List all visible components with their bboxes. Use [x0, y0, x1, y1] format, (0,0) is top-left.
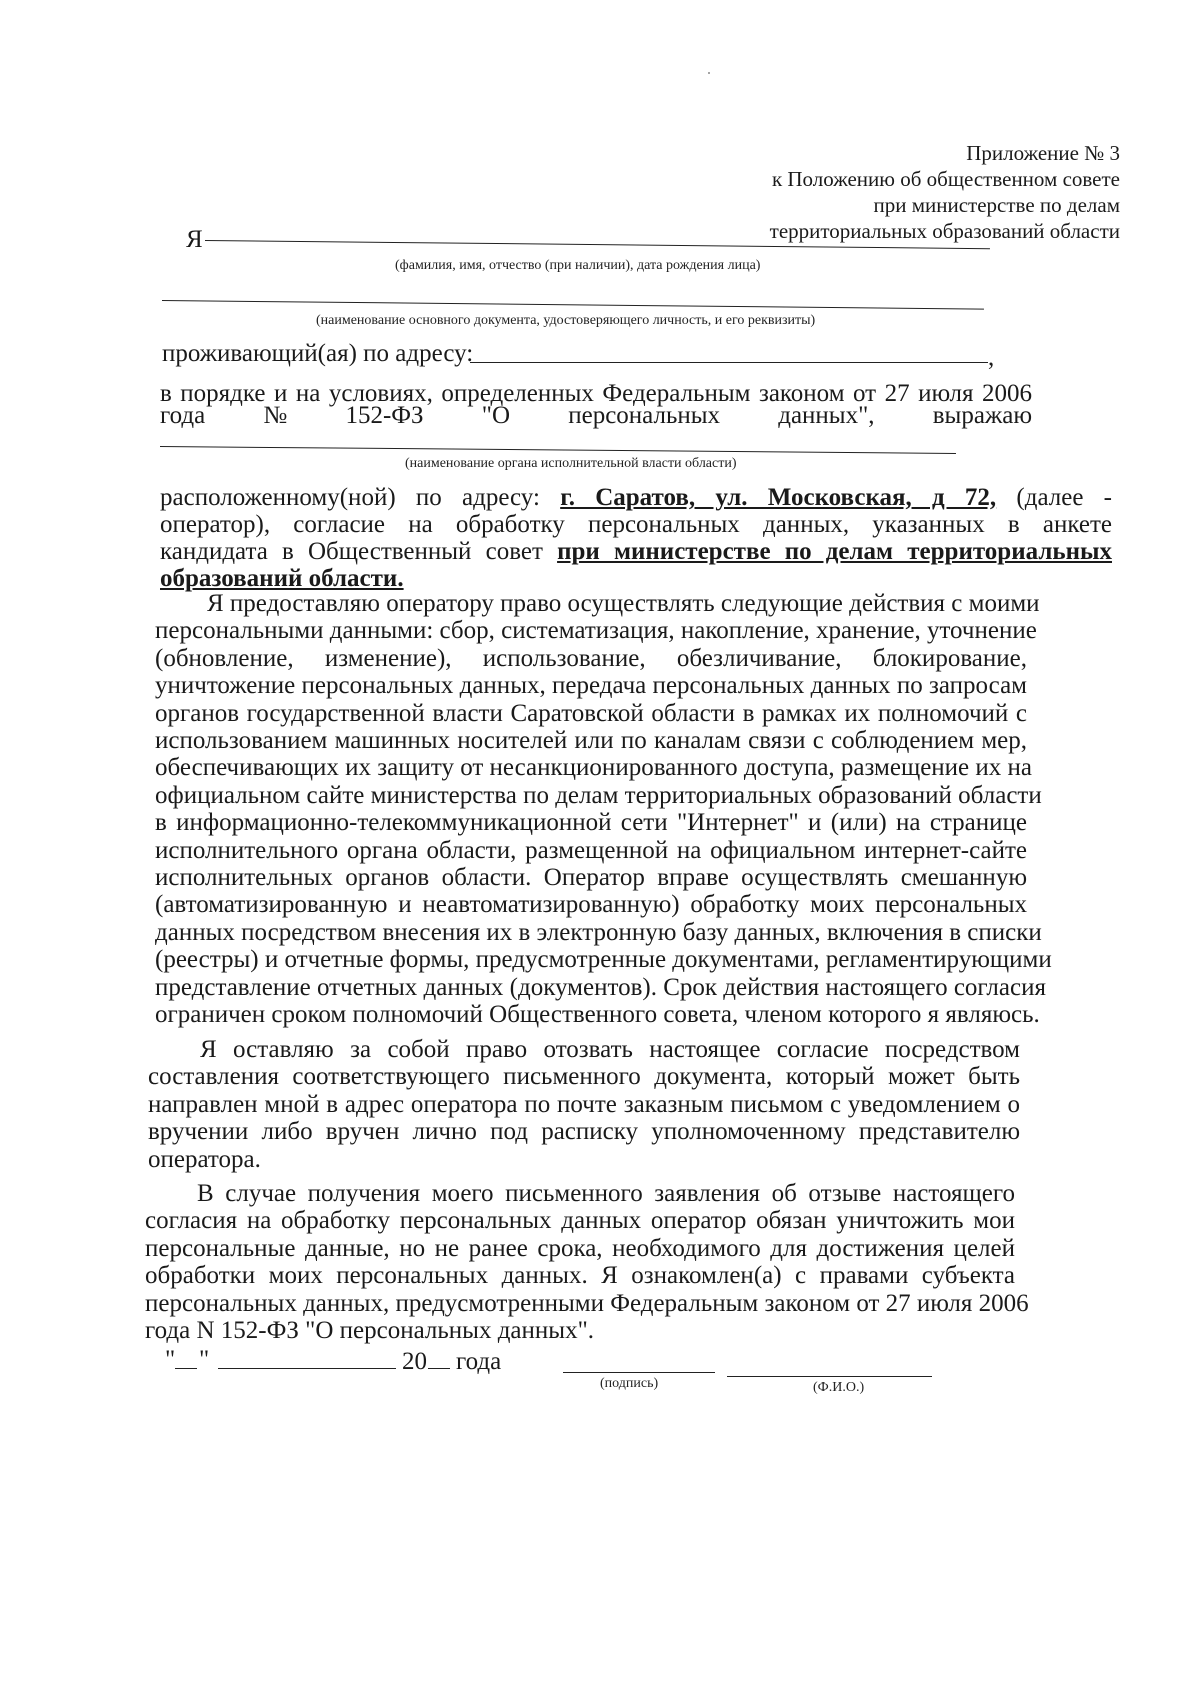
law-word: 152-ФЗ: [345, 402, 424, 429]
paragraph-line: Я оставляю за собой право отозвать настоящее согласие посредством: [200, 1036, 1020, 1063]
fio-sign-caption: (Ф.И.О.): [813, 1380, 865, 1395]
appendix-line: территориальных образований области: [769, 219, 1120, 243]
fio-caption: (фамилия, имя, отчество (при наличии), дата рождения лица): [395, 258, 761, 273]
organ-line: [160, 446, 956, 454]
paragraph-line: (реестры) и отчетные формы, предусмотренные документами, регламентирующими: [155, 946, 1052, 974]
paragraph-line: ограничен сроком полномочий Общественного совета, членом которого я являюсь.: [155, 1001, 1040, 1029]
appendix-line: при министерстве по делам: [873, 193, 1120, 217]
date-month-line: [218, 1368, 396, 1369]
appendix-line: Приложение № 3: [966, 141, 1120, 165]
consent-line: расположенному(ной) по адресу: г. Саратов, ул. Московская, д 72, (далее -: [160, 484, 1113, 511]
paragraph-line: исполнительного органа области, размещенной на официальном интернет-сайте: [155, 836, 1027, 864]
paragraph-line: В случае получения моего письменного заявления об отзыве настоящего: [197, 1180, 1015, 1207]
paragraph-line: исполнительных органов области. Оператор вправе осуществлять смешанную: [155, 864, 1027, 892]
paragraph-line: персональными данными: сбор, систематизация, накопление, хранение, уточнение: [155, 617, 1037, 645]
date-year-line: [428, 1368, 450, 1369]
paragraph-line: официальном сайте министерства по делам территориальных образований области: [155, 781, 1042, 809]
date-quote-open: ": [165, 1346, 176, 1373]
appendix-line: к Положению об общественном совете: [771, 167, 1120, 191]
council-name: при министерстве по делам территориальных: [557, 538, 1112, 565]
paragraph-line: согласия на обработку персональных данных оператор обязан уничтожить мои: [145, 1207, 1015, 1235]
organ-caption: (наименование органа исполнительной власти области): [405, 456, 737, 471]
paragraph-line: представление отчетных данных (документов). Срок действия настоящего согласия: [155, 973, 1046, 1001]
council-name: образований области.: [160, 565, 404, 592]
fio-sign-line: [727, 1376, 932, 1377]
address-line: [470, 362, 988, 363]
signature-line: [563, 1372, 715, 1373]
consent-line: кандидата в Общественный совет при министерстве по делам территориальных: [160, 538, 1112, 565]
law-word: №: [263, 402, 288, 429]
paragraph-line: персональные данные, но не ранее срока, необходимого для достижения целей: [145, 1234, 1015, 1262]
law-word: года: [160, 402, 206, 429]
date-year-prefix: 20: [402, 1348, 427, 1375]
consent-line: [160, 565, 1112, 592]
consent-line: оператор), согласие на обработку персональных данных, указанных в анкете: [160, 511, 1112, 538]
scan-speck: [708, 72, 710, 74]
i-label: Я: [186, 226, 203, 253]
paragraph-withdrawal: [145, 1180, 1029, 1345]
paragraph-line: данных посредством внесения их в электронную базу данных, включения в списки: [155, 918, 1042, 946]
document-caption: (наименование основного документа, удостоверяющего личность, и его реквизиты): [316, 313, 816, 328]
address-label: проживающий(ая) по адресу:: [162, 340, 474, 367]
appendix-header: [770, 140, 1120, 244]
date-day-line: [175, 1368, 197, 1369]
operator-address: г. Саратов, ул. Московская, д 72,: [560, 484, 997, 511]
paragraph-line: обработки моих персональных данных. Я ознакомлен(а) с правами субъекта: [145, 1262, 1015, 1290]
law-word: персональных: [568, 402, 721, 429]
paragraph-line: составления соответствующего письменного документа, который может быть: [148, 1063, 1020, 1091]
paragraph-rights: [155, 590, 1052, 1029]
document-line: [162, 300, 984, 310]
paragraph-line: (автоматизированную и неавтоматизированную) обработку моих персональных: [155, 891, 1027, 919]
law-word: выражаю: [932, 402, 1032, 429]
paragraph-line: оператора.: [148, 1145, 261, 1173]
paragraph-line: (обновление, изменение), использование, обезличивание, блокирование,: [155, 644, 1027, 672]
paragraph-line: года N 152-ФЗ "О персональных данных".: [145, 1317, 595, 1345]
law-line-2: [160, 402, 1032, 430]
paragraph-revocation: [148, 1036, 1020, 1173]
law-line-1: в порядке и на условиях, определенных Федеральным законом от 27 июля 2006: [160, 380, 1032, 407]
paragraph-line: в информационно-телекоммуникационной сети "Интернет" и (или) на странице: [155, 809, 1027, 837]
paragraph-line: обеспечивающих их защиту от несанкционированного доступа, размещение их на: [155, 754, 1033, 782]
date-year-suffix: года: [456, 1348, 502, 1375]
paragraph-line: использованием машинных носителей или по каналам связи с соблюдением мер,: [155, 727, 1027, 755]
date-quote-close: ": [199, 1346, 210, 1373]
law-word: "О: [481, 402, 511, 429]
paragraph-line: вручении либо вручен лично под расписку уполномоченному представителю: [148, 1118, 1020, 1146]
paragraph-line: персональных данных, предусмотренными Федеральным законом от 27 июля 2006: [145, 1289, 1029, 1317]
law-word: данных",: [778, 402, 875, 429]
paragraph-line: направлен мной в адрес оператора по почте заказным письмом с уведомлением о: [148, 1090, 1020, 1118]
paragraph-line: органов государственной власти Саратовской области в рамках их полномочий с: [155, 699, 1027, 727]
consent-block: [160, 484, 1112, 592]
address-end: ,: [988, 344, 995, 371]
paragraph-line: уничтожение персональных данных, передача персональных данных по запросам: [155, 672, 1027, 700]
signature-caption: (подпись): [600, 1376, 659, 1391]
paragraph-line: Я предоставляю оператору право осуществлять следующие действия с моими: [207, 590, 1040, 617]
